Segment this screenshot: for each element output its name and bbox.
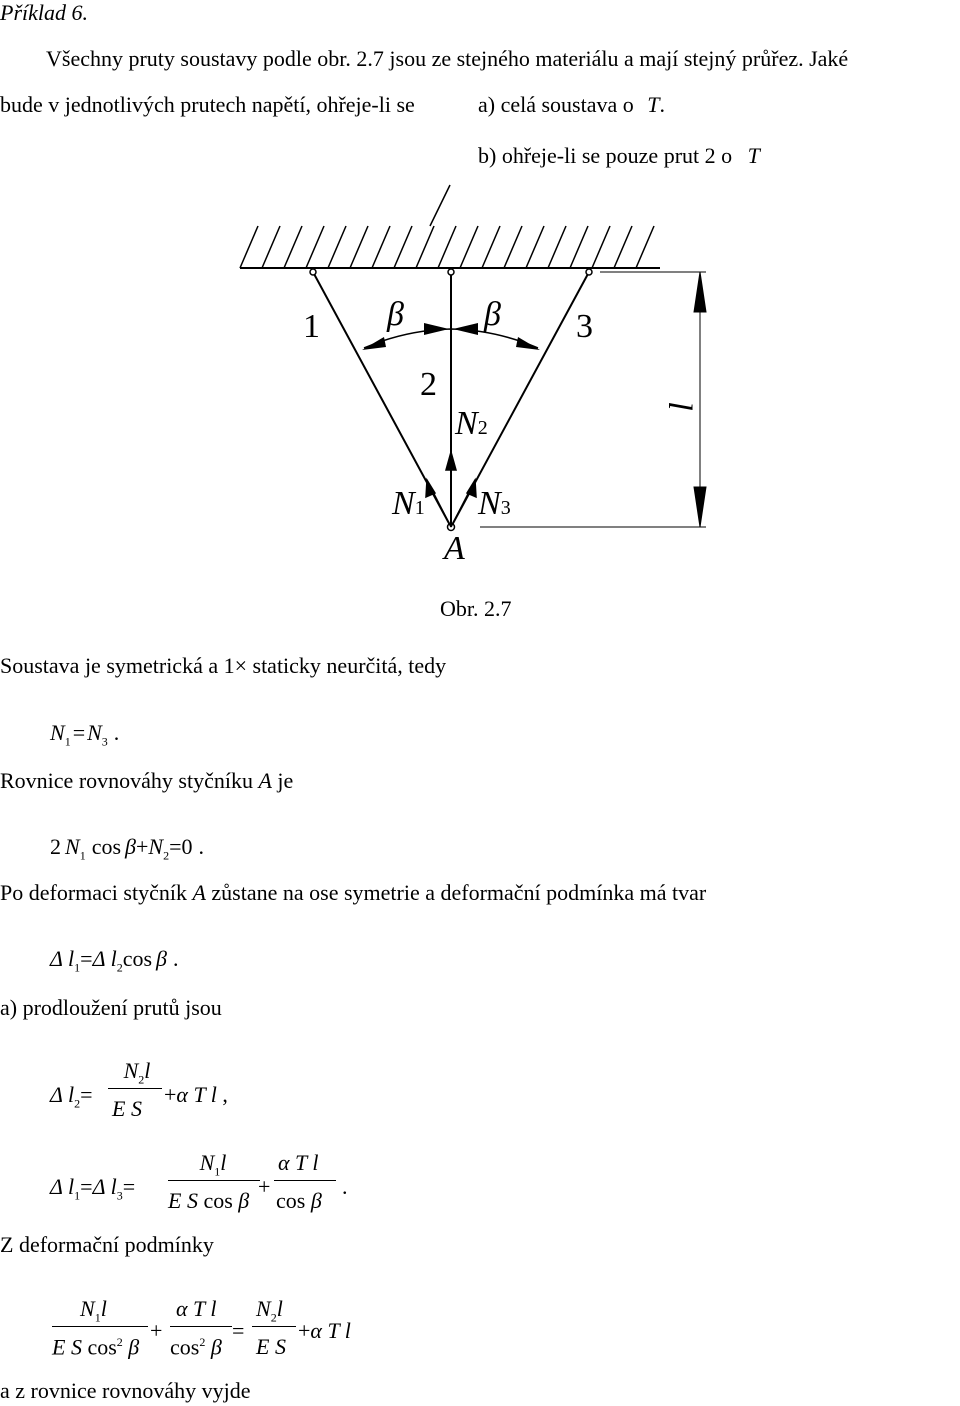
- deform-start: Po deformaci styčník: [0, 880, 187, 905]
- force-label-n3: [478, 487, 511, 521]
- support-hatching: [240, 185, 660, 268]
- example-title: Příklad 6.: [0, 0, 88, 25]
- bar-label-2: 2: [420, 366, 437, 403]
- equilibrium-end: je: [277, 768, 294, 793]
- eq-equilibrium: 2 $N_1$ $\cos \beta+N_2=0$ .: [50, 834, 205, 863]
- case-a-T: T: [647, 92, 660, 117]
- intro-line-2: bude v jednotlivých prutech napětí, ohřeje-li se: [0, 92, 415, 117]
- eq-delta-l2: Δ $l_2=$ $N_2l$ E S +α T l ,: [50, 1058, 228, 1121]
- force-n2-symbol: N: [455, 405, 478, 442]
- eq-n1-n3: $N_1=N_3$ .: [50, 720, 120, 749]
- dimension-l: [477, 272, 706, 527]
- intro-line-1: Všechny pruty soustavy podle obr. 2.7 jsou ze stejného materiálu a mají stejný průřez. Jaké: [46, 46, 849, 71]
- from-condition-text: Z deformační podmínky: [0, 1232, 214, 1257]
- angle-label-left: β: [387, 296, 404, 333]
- force-n3-symbol: N: [478, 485, 501, 522]
- force-label-n2: [455, 407, 488, 441]
- force-n2-sub: 2: [477, 417, 488, 439]
- equilibrium-text: [0, 770, 293, 792]
- eq-combined: $N_1l$ E S $\cos^2 \beta$ + α T l $\cos^2 \beta$ = $N_2l$ E S +α T l: [52, 1296, 351, 1360]
- force-arrows: [426, 452, 476, 527]
- length-label: l: [663, 402, 701, 412]
- case-b-T: T: [747, 143, 760, 168]
- deform-end: zůstane na ose symetrie a deformační podmínka má tvar: [211, 880, 707, 905]
- figure-truss: [0, 0, 960, 620]
- equilibrium-node: A: [258, 768, 272, 793]
- eq-delta-l1-l3: Δ $l_1=\Delta$ $l_3=$ $N_1l$ E S cos β + α T l cos β .: [50, 1150, 348, 1213]
- force-n1-sub: 1: [414, 497, 425, 519]
- figure-caption: Obr. 2.7: [440, 596, 512, 621]
- force-n3-sub: 3: [500, 497, 511, 519]
- force-label-n1: [392, 487, 425, 521]
- bar-label-1: 1: [303, 308, 320, 345]
- deform-text: [0, 882, 706, 904]
- case-a-dot: .: [659, 92, 666, 117]
- node-label-a: A: [444, 530, 465, 567]
- eq-deformation: Δ $l_1=\Delta$ $l_2\cos$ β .: [50, 946, 179, 975]
- case-a-text: a) celá soustava o: [478, 92, 634, 117]
- symmetric-text: Soustava je symetrická a 1× staticky neurčitá, tedy: [0, 653, 447, 678]
- deform-node: A: [192, 880, 206, 905]
- case-b-text: b) ohřeje-li se pouze prut 2 o: [478, 143, 733, 168]
- elongations-text: a) prodloužení prutů jsou: [0, 995, 222, 1020]
- equilibrium-label: Rovnice rovnováhy styčníku: [0, 768, 253, 793]
- from-equilibrium-text: a z rovnice rovnováhy vyjde: [0, 1378, 251, 1403]
- bar-label-3: 3: [576, 308, 593, 345]
- angle-label-right: β: [484, 296, 501, 333]
- force-n1-symbol: N: [392, 485, 415, 522]
